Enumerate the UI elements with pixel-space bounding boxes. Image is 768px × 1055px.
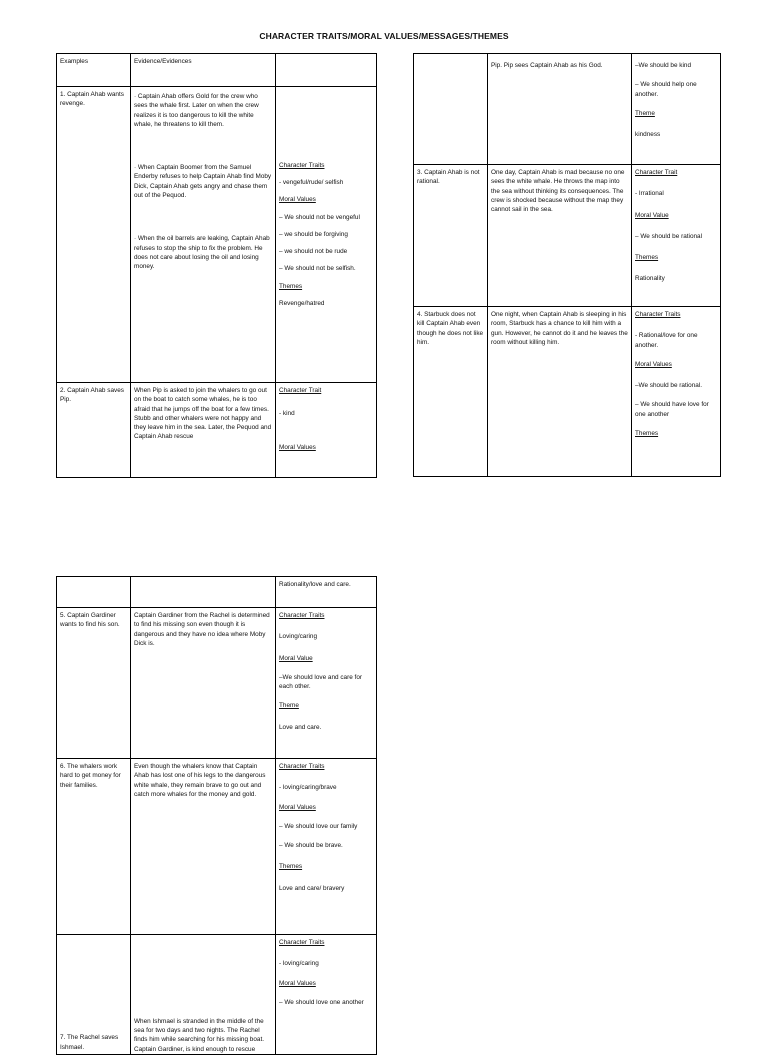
section-heading: Character Traits: [635, 311, 681, 318]
value-text: – we should not be rude: [279, 248, 348, 256]
section-heading: Character Traits: [279, 763, 325, 770]
value-text: – we should be forgiving: [279, 230, 348, 238]
value-text: –We should be kind: [635, 62, 692, 69]
value-text: – We should not be selfish.: [279, 265, 356, 273]
value-text: –We should be rational.: [635, 382, 703, 390]
value-text: Rationality/love and care.: [279, 581, 351, 588]
table-row: [414, 165, 721, 307]
evidence-cell: [131, 577, 276, 608]
values-cell: [276, 608, 377, 759]
evidence-text: One day, Captain Ahab is mad because no one sees the white whale. He throws the map into the sea without thinking its consequences. The crew is shocked because without the map they cannot sail in the sea.: [491, 169, 625, 214]
section-heading: Moral Value: [635, 211, 669, 219]
value-text: - loving/caring: [279, 960, 319, 968]
table-row: [57, 577, 377, 608]
values-cell: [276, 383, 377, 478]
evidence-cell: [488, 54, 632, 165]
header-examples: Examples: [57, 54, 131, 87]
example-cell: [57, 577, 131, 608]
value-text: – We should help one another.: [635, 81, 697, 98]
evidence-text: · When the oil barrels are leaking, Captain Ahab refuses to stop the ship to fix the problem. He does not care about losing the oil and losing money.: [134, 235, 270, 271]
table-row: [57, 608, 377, 759]
evidence-text: · Captain Ahab offers Gold for the crew who sees the whale first. Later on when the crew realizes it is too dangerous to kill the white whale, he threatens to kill them.: [134, 93, 259, 128]
traits-table-2: [413, 53, 721, 477]
section-heading: Themes: [635, 254, 659, 262]
evidence-cell: [488, 307, 632, 477]
section-heading: Moral Value: [279, 654, 313, 662]
evidence-text: One night, when Captain Ahab is sleeping in his room, Starbuck has a chance to kill him with a gun. However, he cannot do it and he leaves the room without killing him.: [491, 311, 628, 346]
section-heading: Moral Values: [279, 196, 316, 204]
value-text: - Rational/love for one another.: [635, 332, 698, 349]
table-row: [57, 759, 377, 935]
evidence-cell: [131, 935, 276, 1055]
value-text: - loving/caring/brave: [279, 784, 337, 792]
evidence-text: Even though the whalers know that Captain Ahab has lost one of his legs to the dangerous white whale, they remain brave to go out and catch more whales for the money and gold.: [134, 763, 266, 798]
header-values: [276, 54, 377, 87]
example-cell: 4. Starbuck does not kill Captain Ahab even though he does not like him.: [414, 307, 488, 477]
evidence-cell: [131, 608, 276, 759]
evidence-text: Pip. Pip sees Captain Ahab as his God.: [491, 62, 603, 69]
example-cell: 7. The Rachel saves Ishmael.: [57, 935, 131, 1055]
value-text: –We should love and care for each other.: [279, 673, 363, 691]
value-text: kindness: [635, 131, 661, 139]
value-text: - Irrational: [635, 190, 664, 198]
values-cell: [632, 165, 721, 307]
value-text: Love and care/ bravery: [279, 884, 345, 892]
traits-table-3: [56, 576, 377, 1055]
section-heading: Character Traits: [279, 612, 325, 619]
values-cell: [276, 935, 377, 1055]
example-cell: 2. Captain Ahab saves Pip.: [57, 383, 131, 478]
value-text: – We should not be vengeful: [279, 213, 360, 221]
header-evidence: Evidence/Evidences: [131, 54, 276, 87]
evidence-text: When Ishmael is stranded in the middle of the sea for two days and two nights. The Rachel finds him while searching for his missing boat. Captain Gardiner, is kind enough to rescue: [134, 1017, 265, 1053]
evidence-text: Captain Gardiner from the Rachel is determined to find his missing son even though it is dangerous and they have no idea where Moby Dick is.: [134, 612, 270, 647]
values-cell: [632, 307, 721, 477]
table-row: [57, 87, 377, 383]
value-text: - kind: [279, 410, 295, 418]
values-cell: [632, 54, 721, 165]
example-cell: [414, 54, 488, 165]
values-cell: [276, 87, 377, 383]
value-text: Rationality: [635, 275, 665, 283]
example-cell: 6. The whalers work hard to get money for their families.: [57, 759, 131, 935]
evidence-cell: [131, 759, 276, 935]
section-heading: Themes: [635, 429, 659, 437]
value-text: – We should be rational: [635, 232, 703, 240]
evidence-cell: [131, 383, 276, 478]
evidence-cell: [488, 165, 632, 307]
section-heading: Character Trait: [279, 387, 322, 394]
table-row: [57, 935, 377, 1055]
value-text: - vengeful/rude/ selfish: [279, 179, 344, 187]
example-cell: 5. Captain Gardiner wants to find his son.: [57, 608, 131, 759]
value-text: Loving/caring: [279, 633, 318, 641]
value-text: – We should be brave.: [279, 842, 343, 850]
table-header-row: [57, 54, 377, 87]
evidence-cell: [131, 87, 276, 383]
page-title: CHARACTER TRAITS/MORAL VALUES/MESSAGES/THEMES: [259, 31, 509, 41]
value-text: Love and care.: [279, 723, 322, 731]
example-cell: 1. Captain Ahab wants revenge.: [57, 87, 131, 383]
table-row: [57, 383, 377, 478]
table-row: [414, 54, 721, 165]
value-text: – We should love one another: [279, 998, 364, 1006]
section-heading: Moral Values: [279, 803, 316, 811]
traits-table-1: [56, 53, 377, 478]
section-heading: Moral Values: [279, 979, 316, 987]
section-heading: Themes: [279, 282, 303, 290]
values-cell: [276, 759, 377, 935]
section-heading: Character Traits: [279, 161, 325, 169]
section-heading: Theme: [279, 702, 299, 710]
value-text: – We should have love for one another: [635, 401, 709, 418]
values-cell: [276, 577, 377, 608]
value-text: Revenge/hatred: [279, 299, 325, 307]
section-heading: Theme: [635, 109, 655, 117]
evidence-text: When Pip is asked to join the whalers to go out on the boat to catch some whales, he is too afraid that he jumps off the boat for a few times. Stubb and other whalers were not happy and they leave him in the sea. Later, the Pequod and Captain Ahab rescue: [134, 387, 272, 441]
table-row: [414, 307, 721, 477]
section-heading: Moral Values: [279, 443, 316, 451]
section-heading: Character Traits: [279, 939, 325, 946]
section-heading: Character Trait: [635, 169, 678, 176]
value-text: – We should love our family: [279, 822, 358, 830]
evidence-text: · When Captain Boomer from the Samuel Enderby refuses to help Captain Ahab find Moby Dick, Captain Ahab gets angry and chase them out of the Pequod.: [134, 164, 272, 199]
example-cell: 3. Captain Ahab is not rational.: [414, 165, 488, 307]
section-heading: Themes: [279, 863, 303, 871]
section-heading: Moral Values: [635, 360, 672, 368]
